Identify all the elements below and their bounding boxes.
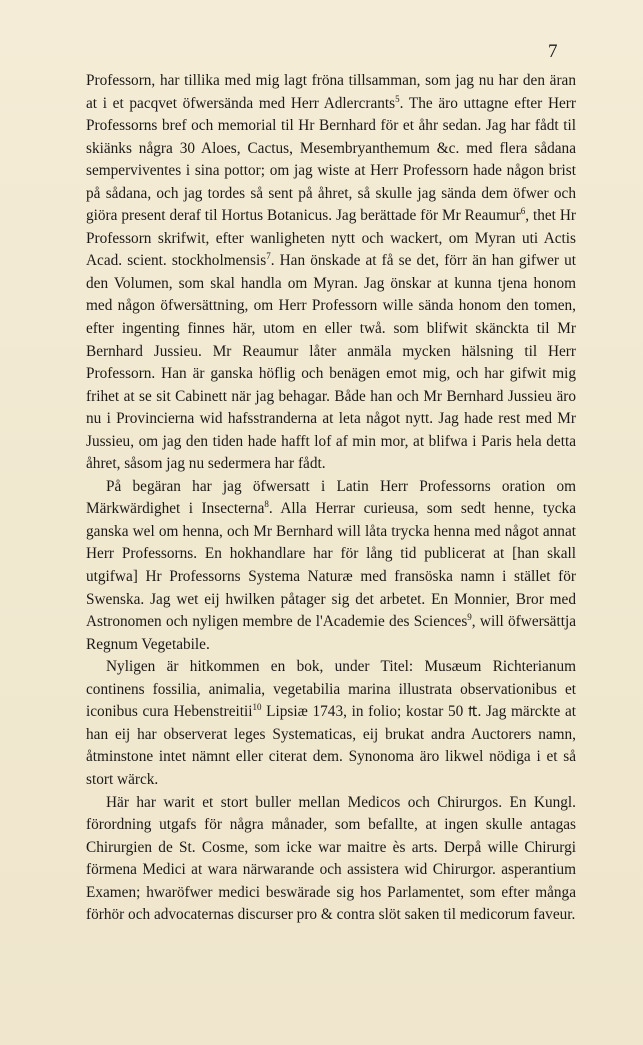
text-run: Lipsiæ 1743, in folio; kostar 50 ₶. Jag märckte at han eij har observerat leges Systematicas, eij brukat andra Auctorers namn, åtminstone intet nämnt eller citerat dem. Synonoma äro likwel nödiga i et så stort wärck. — [86, 703, 576, 788]
paragraph-4 — [86, 792, 576, 927]
text-run: . Alla Herrar curieusa, som sedt henne, tycka ganska wel om henna, och Mr Bernhard will låta trycka henna med något annat Herr Professorns. En hokhandlare har för lång tid publicerat at [han skall utgifwa] Hr Professorns Systema Naturæ med fransöska namn i stället för Swenska. Jag wet eij hwilken påtager sig det arbetet. En Monnier, Bror med Astronomen och nyligen membre de l'Academie des Sciences — [86, 500, 576, 631]
footnote-marker: 5 — [395, 93, 400, 104]
footnote-marker: 8 — [264, 499, 269, 510]
footnote-marker: 6 — [520, 206, 526, 217]
text-run: , will öfwersättja Regnum Vegetabile. — [86, 613, 576, 653]
text-run: Professorn, har tillika med mig lagt fröna tillsamman, som jag nu har den äran at i et pacqvet öfwersända med Herr Adlercrants — [86, 72, 576, 112]
page-number: 7 — [548, 41, 558, 62]
text-run: , thet Hr Professorn skrifwit, efter wanligheten nytt och wackert, om Myran uti Actis Acad. scient. stockholmensis — [86, 207, 576, 270]
text-run: Här har warit et stort buller mellan Medicos och Chirurgos. En Kungl. förordning utgafs för några månader, som befallte, at ingen skulle antagas Chirurgien de St. Cosme, som icke war maitre ès arts. Derpå wille Chirurgi förmena Medici at wara närwarande och assistera wid Chirurgor. asperantium Examen; hwaröfwer medici beswärade sig hos Parlamentet, som efter många förhör och advocaternas discurser pro & contra slöt saken til medicorum faveur. — [86, 793, 576, 924]
footnote-marker: 7 — [266, 251, 271, 262]
footnote-marker: 10 — [252, 702, 262, 713]
text-run: . Han önskade at få se det, förr än han gifwer ut den Volumen, som skal handla om Myran. Jag önskar at kunna tjena honom med någon öfwersättning, om Herr Professorn wille sända honom den tomen, efter ingenting finnes här, utom en eller twå. som blifwit skänckta til Mr Bernhard Jussieu. Mr Reaumur låter anmäla mycken hälsning til Herr Professorn. Han är ganska höflig och benägen emot mig, och har gifwit mig frihet at se sit Cabinett när jag behagar. Både han och Mr Bernhard Jussieu äro nu i Provincierna wid hafsstranderna at leta något nytt. Jag hade rest med Mr Jussieu, om jag den tiden hade hafft lof af min mor, at blifwa i Paris hela detta åhret, såsom jag nu sedermera har fådt. — [86, 252, 576, 473]
paragraph-3 — [86, 656, 576, 791]
paragraph-1 — [86, 70, 576, 476]
paragraph-2 — [86, 476, 576, 656]
body-text — [86, 70, 576, 927]
footnote-marker: 9 — [467, 612, 472, 623]
text-run: . The äro uttagne efter Herr Professorns bref och memorial til Hr Bernhard för et åhr sedan. Jag har fådt til skiänks några 30 Aloes, Cactus, Mesembryanthemum &c. med flera sådana semperviventes i sina pottor; om jag wiste at Herr Professorn hade någon brist på sådana, och jag tordes så sent på åhret, så skulle jag sända dem öfwer och giöra present deraf til Hortus Botanicus. Jag berättade för Mr Reaumur — [86, 94, 576, 225]
text-run: Nyligen är hitkommen en bok, under Titel: Musæum Richterianum continens fossilia, animalia, vegetabilia marina illustrata observationibus et iconibus cura Hebenstreitii — [86, 658, 576, 721]
text-run: På begäran har jag öfwersatt i Latin Herr Professorns oration om Märkwärdighet i Insecterna — [86, 477, 576, 518]
